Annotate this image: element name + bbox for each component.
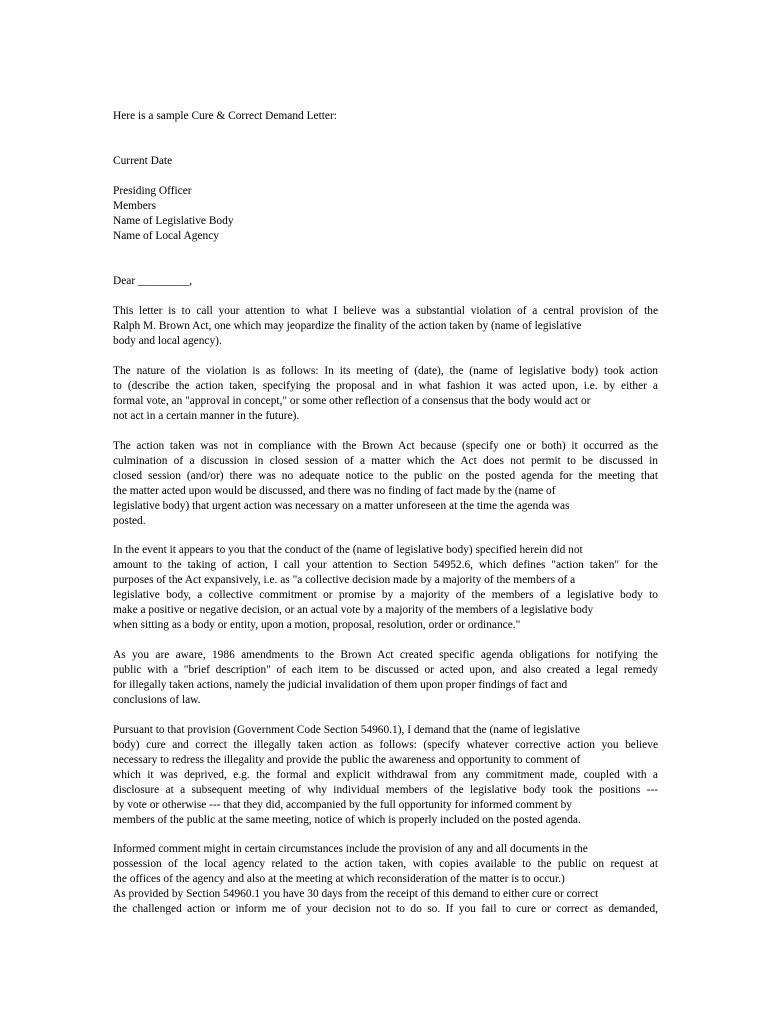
recipient-line: Members: [113, 200, 157, 212]
paragraph-line: conclusions of law.: [113, 694, 201, 706]
paragraph-line: In the event it appears to you that the conduct of the (name of legislative body) specified herein did not: [113, 544, 583, 556]
recipient-block: [113, 184, 673, 244]
paragraph-line: members of the public at the same meeting, notice of which is properly included on the posted agenda.: [113, 814, 581, 826]
paragraph-line: the matter acted upon would be discussed, and there was no finding of fact made by the (name of: [113, 485, 556, 497]
current-date-text: Current Date: [113, 155, 173, 167]
paragraph-4: [113, 543, 673, 633]
paragraph-line: which it was deprived, e.g. the formal and explicit withdrawal from any commitment made, coupled with a: [113, 769, 658, 781]
paragraph-line: for illegally taken actions, namely the judicial invalidation of them upon proper findings of fact and: [113, 679, 568, 691]
paragraph-6: [113, 723, 673, 828]
paragraph-line: by vote or otherwise --- that they did, accompanied by the full opportunity for informed comment by: [113, 799, 572, 811]
intro-text: Here is a sample Cure & Correct Demand Letter:: [113, 110, 337, 122]
paragraph-2: [113, 364, 673, 424]
paragraph-line: The action taken was not in compliance with the Brown Act because (specify one or both) it occurred as the: [113, 440, 658, 452]
paragraph-line: when sitting as a body or entity, upon a motion, proposal, resolution, order or ordinance.": [113, 619, 521, 631]
paragraph-line: legislative body) that urgent action was necessary on a matter unforeseen at the time the agenda was: [113, 500, 570, 512]
paragraph-line: possession of the local agency related to the action taken, with copies available to the public on request at: [113, 858, 658, 870]
paragraph-line: amount to the taking of action, I call your attention to Section 54952.6, which defines "action taken" for the: [113, 559, 658, 571]
paragraph-line: formal vote, an "approval in concept," or some other reflection of a consensus that the body would act or: [113, 395, 591, 407]
paragraph-5: [113, 648, 673, 708]
paragraph-line: to (describe the action taken, specifying the proposal and in what fashion it was acted upon, i.e. by either a: [113, 380, 658, 392]
date-line: [113, 154, 673, 169]
paragraph-line: posted.: [113, 515, 146, 527]
paragraph-line: the offices of the agency and also at the meeting at which reconsideration of the matter is to occur.): [113, 873, 565, 885]
paragraph-line: public with a "brief description" of each item to be discussed or acted upon, and also created a legal remedy: [113, 664, 658, 676]
paragraph-line: culmination of a discussion in closed session of a matter which the Act does not permit to be discussed in: [113, 455, 658, 467]
paragraph-line: not act in a certain manner in the future).: [113, 410, 300, 422]
paragraph-line: necessary to redress the illegality and provide the public the awareness and opportunity to comment of: [113, 754, 581, 766]
paragraph-3: [113, 439, 673, 529]
paragraph-line: closed session (and/or) there was no adequate notice to the public on the posted agenda for the meeting that: [113, 470, 658, 482]
recipient-line: Presiding Officer: [113, 185, 192, 197]
paragraph-line: Pursuant to that provision (Government Code Section 54960.1), I demand that the (name of legislative: [113, 724, 580, 736]
recipient-line: Name of Local Agency: [113, 230, 219, 242]
intro-line: [113, 109, 673, 124]
paragraph-line: body and local agency).: [113, 335, 222, 347]
paragraph-line: The nature of the violation is as follows: In its meeting of (date), the (name of legislative body) took action: [113, 365, 658, 377]
paragraph-line: make a positive or negative decision, or an actual vote by a majority of the members of a legislative body: [113, 604, 594, 616]
paragraph-line: body) cure and correct the illegally taken action as follows: (specify whatever corrective action you believe: [113, 739, 658, 751]
salutation: [113, 274, 673, 289]
paragraph-line: disclosure at a subsequent meeting of why individual members of the legislative body took the positions ---: [113, 784, 658, 796]
paragraph-line: As you are aware, 1986 amendments to the Brown Act created specific agenda obligations for notifying the: [113, 649, 658, 661]
paragraph-7: [113, 842, 673, 917]
paragraph-1: [113, 304, 673, 349]
paragraph-line: purposes of the Act expansively, i.e. as "a collective decision made by a majority of the members of a: [113, 574, 576, 586]
paragraph-line: As provided by Section 54960.1 you have 30 days from the receipt of this demand to either cure or correct: [113, 888, 599, 900]
paragraph-line: legislative body, a collective commitment or promise by a majority of the members of a legislative body to: [113, 589, 658, 601]
paragraph-line: the challenged action or inform me of your decision not to do so. If you fail to cure or correct as demanded,: [113, 903, 658, 915]
paragraph-line: Informed comment might in certain circumstances include the provision of any and all documents in the: [113, 843, 588, 855]
paragraph-line: Ralph M. Brown Act, one which may jeopardize the finality of the action taken by (name of legislative: [113, 320, 582, 332]
salutation-text: Dear _________,: [113, 275, 193, 287]
paragraph-line: This letter is to call your attention to what I believe was a substantial violation of a central provision of the: [113, 305, 658, 317]
recipient-line: Name of Legislative Body: [113, 215, 234, 227]
